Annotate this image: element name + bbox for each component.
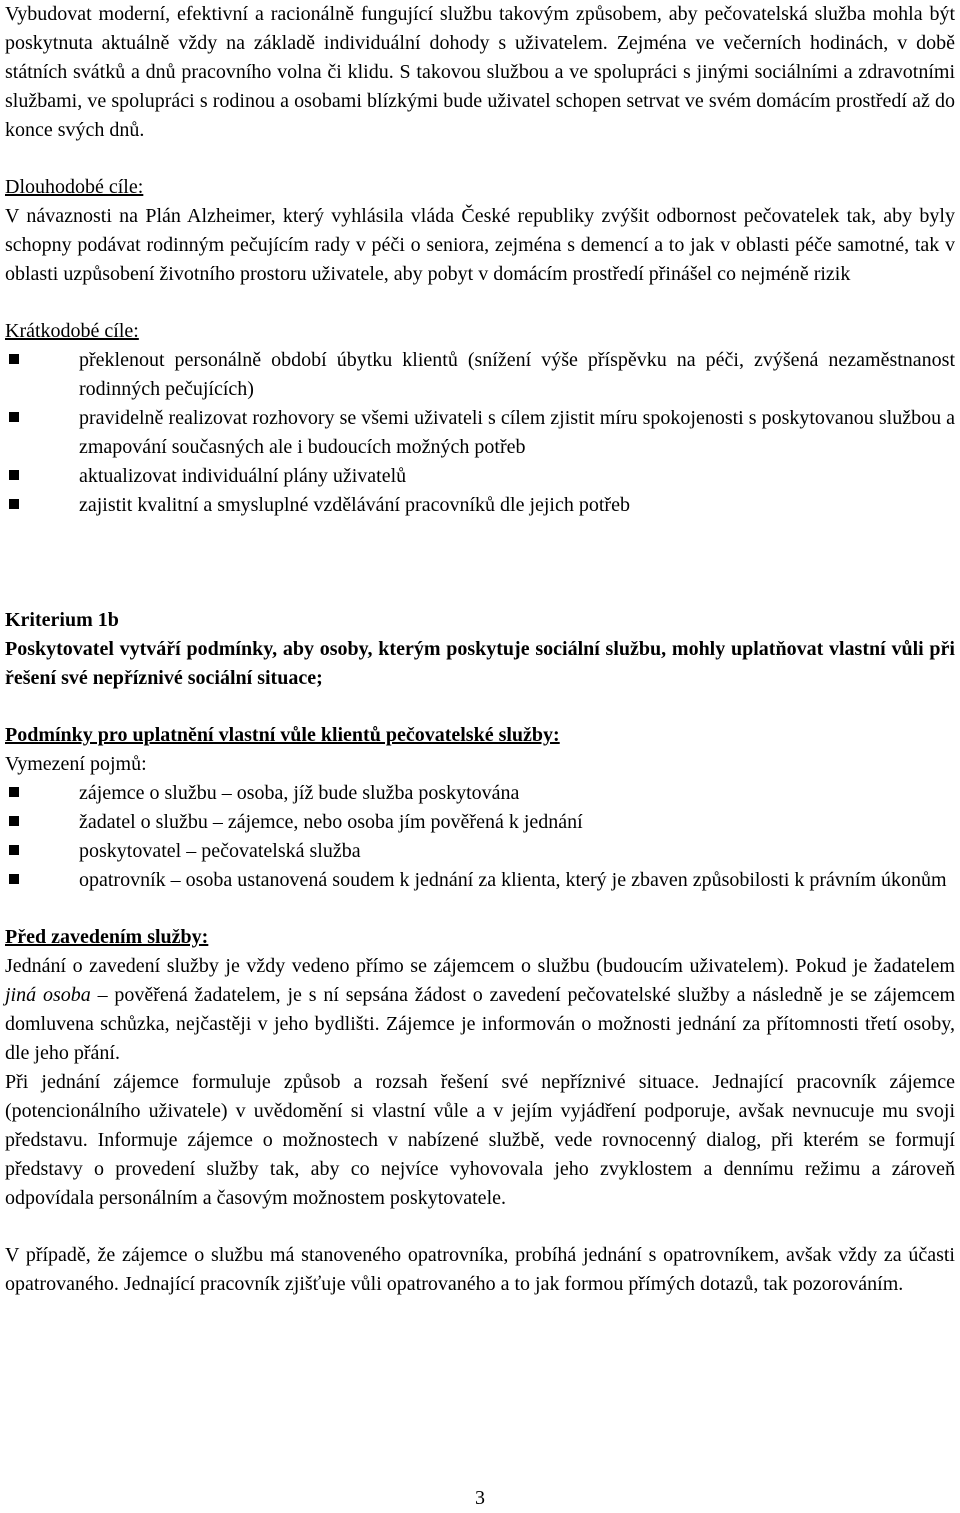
- before-service-heading: Před zavedením služby:: [5, 926, 209, 948]
- square-bullet-icon: [9, 787, 19, 797]
- list-item: překlenout personálně období úbytku klientů (snížení výše příspěvku na péči, zvýšená nezaměstnanost rodinných pečujících): [5, 346, 955, 404]
- list-item: žadatel o službu – zájemce, nebo osoba jím pověřená k jednání: [5, 808, 955, 837]
- square-bullet-icon: [9, 874, 19, 884]
- short-term-heading: Krátkodobé cíle:: [5, 320, 139, 342]
- long-term-heading: Dlouhodobé cíle:: [5, 176, 144, 198]
- square-bullet-icon: [9, 499, 19, 509]
- intro-paragraph: Vybudovat moderní, efektivní a racionálně fungující službu takovým způsobem, aby pečovatelská služba mohla být poskytnuta aktuálně vždy na základě individuální dohody s uživatelem. Zejména ve večerních hodinách, v době státních svátků a dnů pracovního volna či klidu. S takovou službou a ve spolupráci s jinými sociálními a zdravotními službami, ve spolupráci s rodinou a osobami blízkými bude uživatel schopen setrvat ve svém domácím prostředí až do konce svých dnů.: [5, 3, 955, 141]
- list-item: pravidelně realizovat rozhovory se všemi uživateli s cílem zjistit míru spokojenosti s poskytovanou službou a zmapování současných ale i budoucích možných potřeb: [5, 404, 955, 462]
- square-bullet-icon: [9, 470, 19, 480]
- before-service-paragraph-3: V případě, že zájemce o službu má stanoveného opatrovníka, probíhá jednání s opatrovníkem, avšak vždy za účasti opatrovaného. Jednající pracovník zjišťuje vůli opatrovaného a to jak formou přímých dotazů, tak pozorováním.: [5, 1244, 955, 1295]
- square-bullet-icon: [9, 412, 19, 422]
- list-item: zajistit kvalitní a smysluplné vzdělávání pracovníků dle jejich potřeb: [5, 491, 955, 520]
- criterion-title: Kriterium 1b: [5, 609, 119, 631]
- list-item: poskytovatel – pečovatelská služba: [5, 837, 955, 866]
- square-bullet-icon: [9, 816, 19, 826]
- page-number: 3: [475, 1487, 485, 1509]
- document-page: [5, 0, 955, 1299]
- short-term-list: [5, 346, 955, 520]
- definitions-subheading: Vymezení pojmů:: [5, 753, 147, 775]
- square-bullet-icon: [9, 845, 19, 855]
- conditions-heading: Podmínky pro uplatnění vlastní vůle klientů pečovatelské služby:: [5, 724, 560, 746]
- list-item: zájemce o službu – osoba, jíž bude služba poskytována: [5, 779, 955, 808]
- before-service-paragraph-1: Jednání o zavedení služby je vždy vedeno přímo se zájemcem o službu (budoucím uživatelem). Pokud je žadatelem jiná osoba – pověřená žadatelem, je s ní sepsána žádost o zavedení pečovatelské služby a následně je se zájemcem domluvena schůzka, nejčastěji v jeho bydlišti. Zájemce je informován o možnosti jednání za přítomnosti třetí osoby, dle jeho přání.: [5, 955, 956, 1064]
- list-item: aktualizovat individuální plány uživatelů: [5, 462, 955, 491]
- italic-term: jiná osoba: [5, 984, 91, 1006]
- long-term-paragraph: V návaznosti na Plán Alzheimer, který vyhlásila vláda České republiky zvýšit odbornost pečovatelek tak, aby byly schopny podávat rodinným pečujícím rady v péči o seniora, zejména s demencí a to jak v oblasti péče samotné, tak v oblasti uzpůsobení životního prostoru uživatele, aby pobyt v domácím prostředí přinášel co nejméně rizik: [5, 205, 955, 285]
- definitions-list: [5, 779, 955, 895]
- square-bullet-icon: [9, 354, 19, 364]
- list-item: opatrovník – osoba ustanovená soudem k jednání za klienta, který je zbaven způsobilosti k právním úkonům: [5, 866, 955, 895]
- before-service-paragraph-2: Při jednání zájemce formuluje způsob a rozsah řešení své nepříznivé situace. Jednající pracovník zájemce (potencionálního uživatele) v uvědomění si vlastní vůle a v jejím vyjádření podporuje, avšak nevnucuje mu svoji představu. Informuje zájemce o možnostech v nabízené službě, vede rovnocenný dialog, při kterém se formují představy o provedení služby tak, aby co nejvíce vyhovovala jeho zvyklostem a dennímu režimu a zároveň odpovídala personálním a časovým možnostem poskytovatele.: [5, 1071, 955, 1209]
- criterion-text: Poskytovatel vytváří podmínky, aby osoby, kterým poskytuje sociální službu, mohly uplatňovat vlastní vůli při řešení své nepříznivé sociální situace;: [5, 638, 955, 689]
